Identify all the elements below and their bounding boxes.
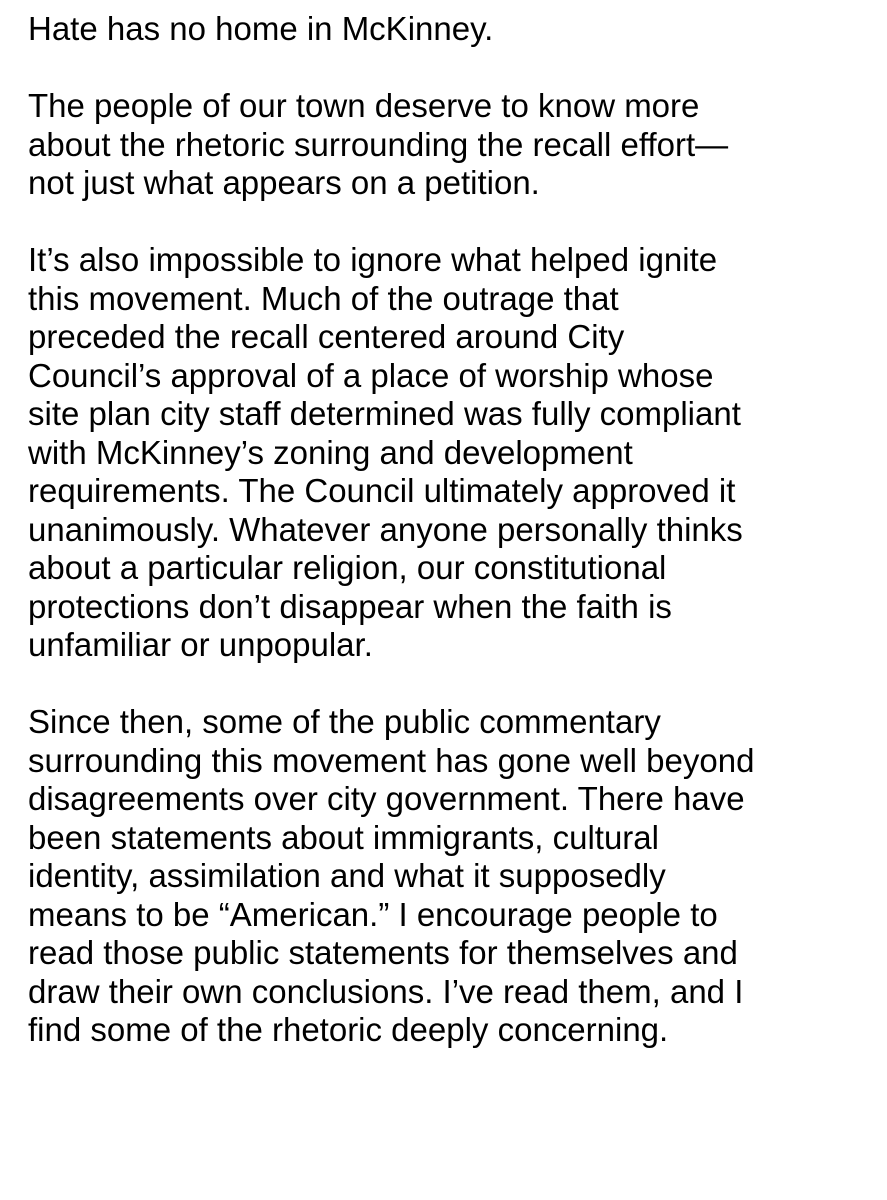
text-line: this movement. Much of the outrage that (28, 279, 619, 317)
text-line: identity, assimilation and what it supposedly (28, 857, 666, 894)
paragraph (28, 10, 865, 49)
text-line: means to be “American.” I encourage people to (28, 895, 718, 933)
text-line: find some of the rhetoric deeply concerning. (28, 1011, 669, 1048)
text-line: draw their own conclusions. I’ve read them, and I (28, 972, 744, 1010)
text-line: disagreements over city government. There have (28, 780, 745, 817)
text-line: requirements. The Council ultimately approved it (28, 472, 736, 509)
text-line: read those public statements for themselves and (28, 934, 738, 971)
text-line: about the rhetoric surrounding the recall effort— (28, 125, 729, 163)
text-line: been statements about immigrants, cultural (28, 818, 659, 856)
text-line: not just what appears on a petition. (28, 164, 540, 201)
text-line: preceded the recall centered around City (28, 318, 625, 355)
text-line: Since then, some of the public commentary (28, 703, 661, 740)
text-line: unfamiliar or unpopular. (28, 626, 373, 663)
text-line: It’s also impossible to ignore what helped ignite (28, 241, 718, 278)
paragraph (28, 241, 865, 665)
text-line: unanimously. Whatever anyone personally thinks (28, 510, 743, 548)
text-line: protections don’t disappear when the faith is (28, 587, 672, 625)
paragraph (28, 87, 865, 203)
text-line: Council’s approval of a place of worship whose (28, 356, 714, 394)
text-line: Hate has no home in McKinney. (28, 10, 494, 47)
text-line: with McKinney’s zoning and development (28, 433, 633, 471)
paragraph (28, 703, 865, 1050)
text-line: surrounding this movement has gone well beyond (28, 741, 755, 779)
text-line: site plan city staff determined was fully compliant (28, 395, 741, 432)
text-line: The people of our town deserve to know more (28, 87, 700, 124)
text-line: about a particular religion, our constitutional (28, 549, 667, 586)
